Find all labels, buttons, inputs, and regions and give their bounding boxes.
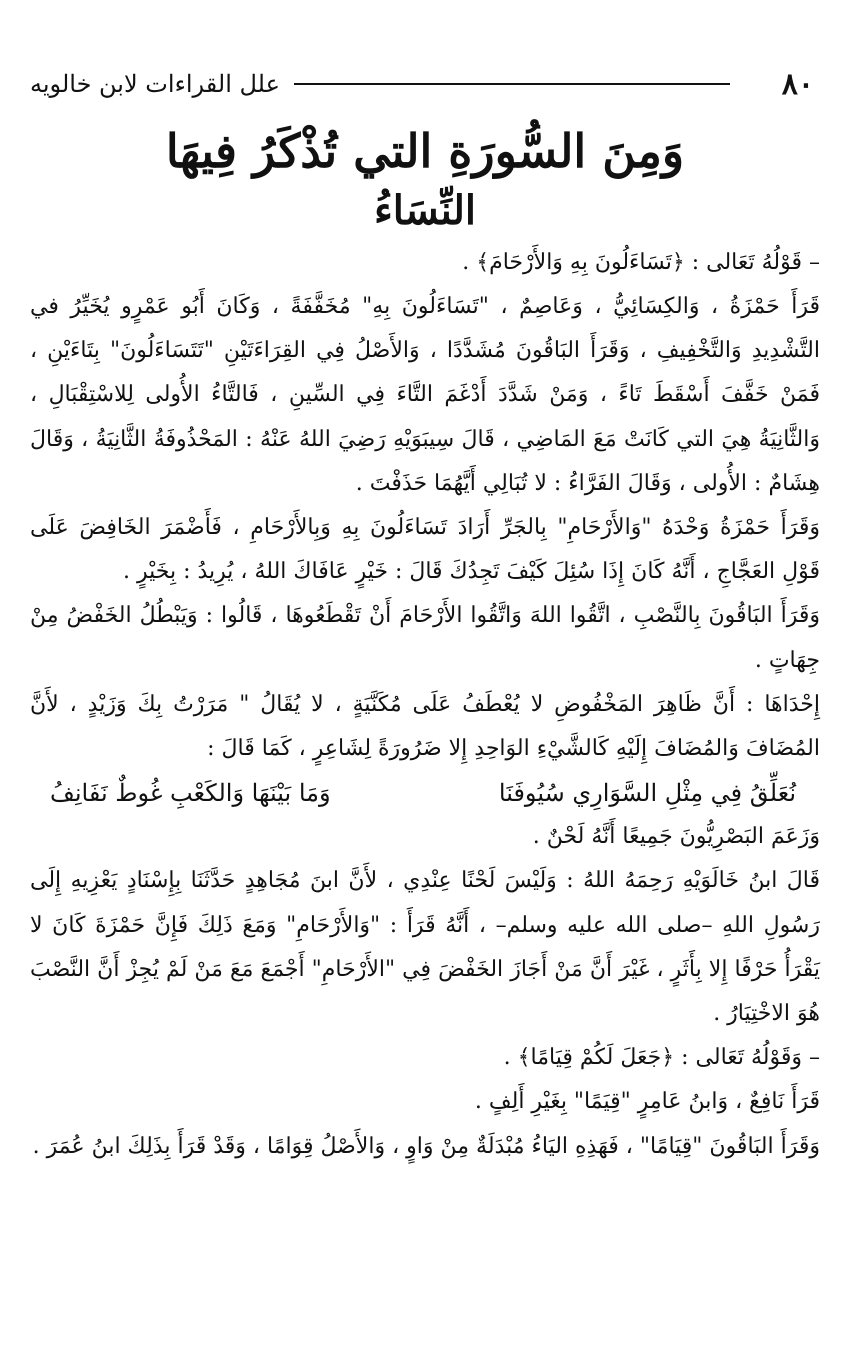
- paragraph-hamza-alone: وَقَرَأَ حَمْزَةُ وَحْدَهُ "وَالأَرْحَامِ" بِالجَرِّ أَرَادَ تَسَاءَلُونَ بِهِ وَبِالأَرْحَامِ ، فَأَضْمَرَ الخَافِضَ عَلَى قَوْلِ العَجَّاجِ ، أَنَّهُ كَانَ إِذَا سُئِلَ كَيْفَ تَجِدُكَ قَالَ : خَيْرٍ عَافَاكَ اللهُ ، يُرِيدُ : بِخَيْرٍ .: [30, 514, 820, 585]
- paragraph-reading-hamza: قَرَأَ حَمْزَةُ ، وَالكِسَائِيُّ ، وَعَاصِمٌ ، "تَسَاءَلُونَ بِهِ" مُخَفَّفَةً ، وَكَانَ أَبُو عَمْرٍو يُخَيِّرُ في التَّشْدِيدِ وَالتَّخْفِيفِ ، وَقَرَأَ البَاقُونَ مُشَدَّدًا ، وَالأَصْلُ فِي القِرَاءَتَيْنِ "تَتَسَاءَلُونَ" بِتَاءَيْنِ ، فَمَنْ خَفَّفَ أَسْقَطَ تَاءً ، وَمَنْ شَدَّدَ أَدْغَمَ التَّاءَ فِي السِّينِ ، فَالتَّاءُ الأُولى لِلاسْتِقْبَالِ ، وَالثَّانِيَةُ هِيَ التي كَانَتْ مَعَ المَاضِي ، قَالَ سِيبَوَيْهِ رَضِيَ اللهُ عَنْهُ : المَحْذُوفَةُ الثَّانِيَةُ ، وَقَالَ هِشَامٌ : الأُولى ، وَقَالَ الفَرَّاءُ : لا تُبَالِي أَيَّهُمَا حَذَفْتَ .: [30, 293, 820, 496]
- paragraph-others-nasb: وَقَرَأَ البَاقُونَ بِالنَّصْبِ ، اتَّقُوا اللهَ وَاتَّقُوا الأَرْحَامَ أَنْ تَقْطَعُوهَا ، قَالُوا : وَيَبْطُلُ الخَفْضُ مِنْ جِهَاتٍ .: [30, 603, 821, 673]
- paragraph-nafi-reading: قَرَأَ نَافِعٌ ، وَابنُ عَامِرٍ "قِيَمًا" بِغَيْرِ أَلِفٍ .: [474, 1089, 820, 1115]
- page-header: [30, 62, 820, 106]
- chapter-subtitle: النِّسَاءُ: [373, 186, 477, 234]
- paragraph-basrans: وَزَعَمَ البَصْرِيُّونَ جَمِيعًا أَنَّهُ لَحْنٌ .: [532, 824, 820, 850]
- verse-second-hemistich: وَمَا بَيْنَهَا وَالكَعْبِ غُوطٌ نَفَانِفُ: [50, 779, 331, 808]
- verse-first-hemistich: نُعَلِّقُ فِي مِثْلِ السَّوَارِي سُيُوفَنَا: [498, 779, 796, 808]
- running-title: علل القراءات لابن خالويه: [30, 70, 280, 98]
- paragraph-others-qiyam: وَقَرَأَ البَاقُونَ "قِيَامًا" ، فَهَذِهِ اليَاءُ مُبْدَلَةٌ مِنْ وَاوٍ ، وَالأَصْلُ قِوَامًا ، وَقَدْ قَرَأَ بِذَلِكَ ابنُ عُمَرَ .: [32, 1133, 820, 1159]
- poetry-verse: [30, 771, 820, 815]
- chapter-title: وَمِنَ السُّورَةِ التي تُذْكَرُ فِيهَا: [165, 124, 685, 178]
- paragraph-verse-intro: – قَوْلُهُ تَعَالى : ﴿تَسَاءَلُونَ بِهِ وَالأَرْحَامَ﴾ .: [462, 249, 820, 275]
- paragraph-second-verse-intro: – وَقَوْلُهُ تَعَالى : ﴿جَعَلَ لَكُمْ قِيَامًا﴾ .: [503, 1045, 820, 1071]
- header-rule: [294, 83, 730, 85]
- paragraph-first-reason: إِحْدَاهَا : أَنَّ ظَاهِرَ المَخْفُوضِ لا يُعْطَفُ عَلَى مُكَنَّيَةٍ ، لا يُقَالُ " مَرَرْتُ بِكَ وَزَيْدٍ ، لأَنَّ المُضَافَ وَالمُضَافَ إِلَيْهِ كَالشَّيْءِ الوَاحِدِ إِلا ضَرُورَةً لِشَاعِرٍ ، كَمَا قَالَ :: [30, 691, 820, 761]
- book-page: [30, 62, 820, 1169]
- body-text: [30, 241, 820, 1169]
- page-number: ٨٠: [781, 66, 814, 102]
- paragraph-ibn-khalawayh: قَالَ ابنُ خَالَوَيْهِ رَحِمَهُ اللهُ : وَلَيْسَ لَحْنًا عِنْدِي ، لأَنَّ ابنَ مُجَاهِدٍ حَدَّثَنَا بِإِسْنَادٍ يَعْزِيهِ إِلَى رَسُولِ اللهِ –صلى الله عليه وسلم– ، أَنَّهُ قَرَأَ : "وَالأَرْحَامِ" وَمَعَ ذَلِكَ فَإِنَّ حَمْزَةَ كَانَ لا يَقْرَأُ حَرْفًا إِلا بِأَثَرٍ ، غَيْرَ أَنَّ مَنْ أَجَازَ الخَفْضَ فِي "الأَرْحَامِ" أَجْمَعَ مَعَ مَنْ لَمْ يُجِزْ أَنَّ النَّصْبَ هُوَ الاخْتِيَارُ .: [30, 868, 820, 1026]
